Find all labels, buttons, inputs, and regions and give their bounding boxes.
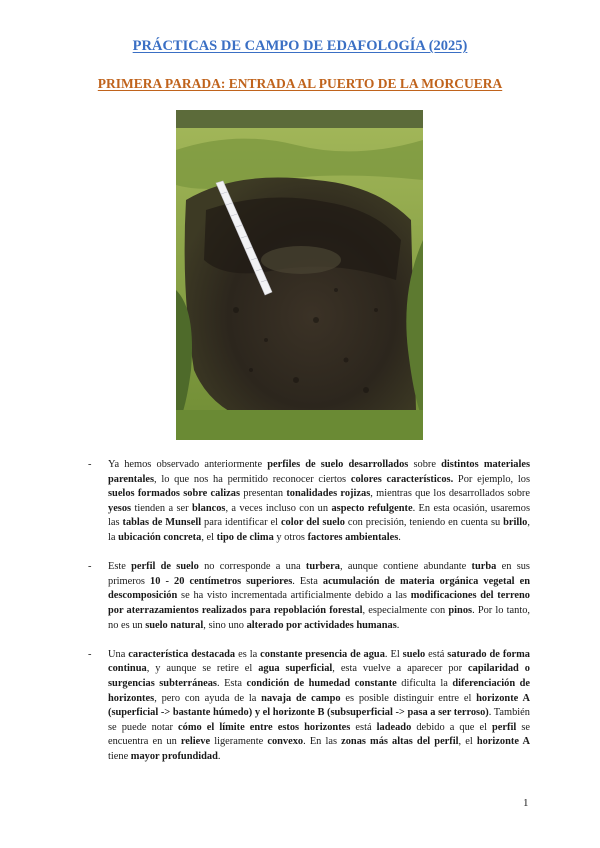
- body-text: se ha visto incrementada artificialmente debido a las: [177, 590, 411, 602]
- bullet-marker: -: [88, 561, 92, 573]
- bold-text: tablas de Munsell: [122, 517, 202, 529]
- body-text: tiene: [108, 750, 131, 762]
- body-text: .: [398, 531, 401, 543]
- bold-text: diferenciación de horizontes: [108, 677, 530, 704]
- body-text: .: [217, 750, 221, 762]
- section-subtitle: PRIMERA PARADA: ENTRADA AL PUERTO DE LA MORCUERA: [97, 76, 503, 91]
- bullet-list: [88, 458, 530, 779]
- bold-text: característica destacada: [128, 648, 236, 660]
- bold-text: distintos materiales parentales: [108, 459, 530, 485]
- bullet-marker: -: [88, 648, 92, 660]
- body-text: , esta vuelve a aparecer por: [332, 663, 469, 675]
- body-text: , lo que nos ha permitido reconocer ciertos: [154, 473, 351, 485]
- bold-text: suelo natural: [145, 619, 204, 631]
- document-title: PRÁCTICAS DE CAMPO DE EDAFOLOGÍA (2025): [132, 38, 468, 54]
- bold-text: turbera: [305, 561, 340, 573]
- body-text: se encuentra en un: [108, 721, 531, 748]
- bold-text: navaja de campo: [261, 692, 341, 704]
- bullet-item-1: [88, 458, 530, 546]
- body-text: . Esta: [216, 677, 247, 689]
- tree-shadow-top: [176, 110, 423, 128]
- bullet-marker: -: [88, 459, 92, 470]
- bold-text: capilaridad o surgencias subterráneas: [108, 663, 530, 689]
- bold-text: blancos: [191, 502, 226, 514]
- bold-text: ladeado: [376, 721, 412, 733]
- body-text: está: [350, 721, 377, 733]
- bold-text: horizonte A: [476, 736, 530, 748]
- bold-text: mayor profundidad: [130, 750, 218, 762]
- body-text: Por ejemplo, los: [453, 473, 531, 485]
- bold-text: colores característicos.: [350, 473, 454, 485]
- body-text: . Esta: [292, 575, 323, 587]
- bold-text: condición de humedad constante: [246, 677, 397, 689]
- body-text: . El: [384, 648, 403, 660]
- bold-text: perfiles de suelo desarrollados: [267, 459, 409, 470]
- body-text: , pero con ayuda de la: [154, 692, 262, 704]
- bold-text: tonalidades rojizas: [286, 488, 371, 500]
- bold-text: aspecto refulgente: [331, 502, 413, 514]
- bold-text: perfil de suelo: [131, 561, 199, 573]
- bold-text: cómo el límite entre estos horizontes: [178, 721, 351, 733]
- bold-text: acumulación de materia orgánica vegetal en descomposición: [108, 575, 531, 602]
- body-text: está: [425, 648, 448, 660]
- body-text: Ya hemos observado anteriormente: [108, 459, 268, 470]
- bold-text: factores ambientales: [307, 531, 399, 543]
- body-text: , a veces incluso con un: [225, 502, 332, 514]
- body-text: dificulta la: [396, 677, 453, 689]
- bold-text: agua superficial: [258, 663, 333, 675]
- body-text: , la: [108, 517, 530, 543]
- bullet-text-2: [108, 561, 530, 630]
- body-text: no corresponde a una: [198, 561, 306, 573]
- body-text: , especialmente con: [362, 604, 449, 616]
- bold-text: constante presencia de agua: [260, 648, 385, 660]
- bullet-text-1: [108, 459, 530, 543]
- body-text: ligeramente: [210, 736, 268, 748]
- body-text: con precisión, teniendo en cuenta su: [344, 517, 504, 529]
- bold-text: suelos formados sobre calizas: [108, 488, 240, 500]
- body-text: , mientras que los desarrollados sobre: [370, 488, 530, 500]
- bold-text: 10 - 20 centímetros superiores: [150, 575, 293, 587]
- body-text: Una: [108, 648, 129, 660]
- body-text: .: [396, 619, 400, 631]
- bullet-text-3: [108, 649, 530, 762]
- body-text: para identificar el: [201, 517, 281, 529]
- bold-text: ubicación concreta: [118, 531, 202, 543]
- bold-text: yesos: [108, 502, 132, 514]
- body-text: . En las: [303, 736, 342, 748]
- body-text: Este: [108, 561, 132, 573]
- body-text: . En esta ocasión, usaremos las: [108, 502, 530, 529]
- bold-text: tipo de clima: [216, 531, 274, 543]
- bold-text: pinos: [448, 604, 473, 616]
- body-text: y otros: [273, 531, 308, 543]
- bold-text: suelo: [402, 648, 426, 660]
- body-text: , aunque contiene abundante: [339, 561, 472, 573]
- body-text: presentan: [239, 488, 287, 500]
- bold-text: modificaciones del terreno por aterrazamientos realizados para repoblación forestal: [108, 590, 530, 616]
- soil-profile-illustration: [176, 110, 423, 440]
- body-text: tienden a ser: [131, 502, 192, 514]
- body-text: , sino uno: [203, 619, 247, 631]
- bold-text: color del suelo: [280, 517, 345, 529]
- body-text: . También se puede notar: [108, 707, 530, 733]
- body-text: en sus primeros: [108, 561, 530, 587]
- bold-text: perfil: [492, 721, 517, 733]
- bold-text: relieve: [180, 736, 211, 748]
- body-text: , y aunque se retire el: [146, 663, 259, 675]
- bold-text: zonas más altas del perfil: [341, 736, 459, 748]
- bullet-item-3: [88, 648, 530, 765]
- body-text: debido a que el: [411, 721, 493, 733]
- body-text: sobre: [408, 459, 442, 470]
- soil-profile-photo: [176, 110, 423, 440]
- bold-text: convexo: [267, 736, 304, 748]
- body-text: es posible distinguir entre el: [340, 692, 477, 704]
- bold-text: horizonte A (superficial -> bastante húmedo) y el horizonte B (subsuperficial -> pasa a ser terroso): [108, 692, 530, 719]
- page-number: 1: [523, 797, 529, 809]
- bold-text: alterado por actividades humanas: [246, 619, 397, 631]
- body-text: , el: [458, 736, 477, 748]
- bold-text: turba: [471, 561, 497, 573]
- body-text: , el: [201, 531, 217, 543]
- bold-text: brillo: [503, 517, 528, 529]
- body-text: . Por lo tanto, no es un: [108, 604, 531, 631]
- water-pool: [261, 246, 341, 274]
- bold-text: saturado de forma continua: [108, 648, 530, 675]
- grass-bottom: [176, 410, 423, 440]
- body-text: es la: [235, 648, 261, 660]
- bullet-item-2: [88, 560, 530, 633]
